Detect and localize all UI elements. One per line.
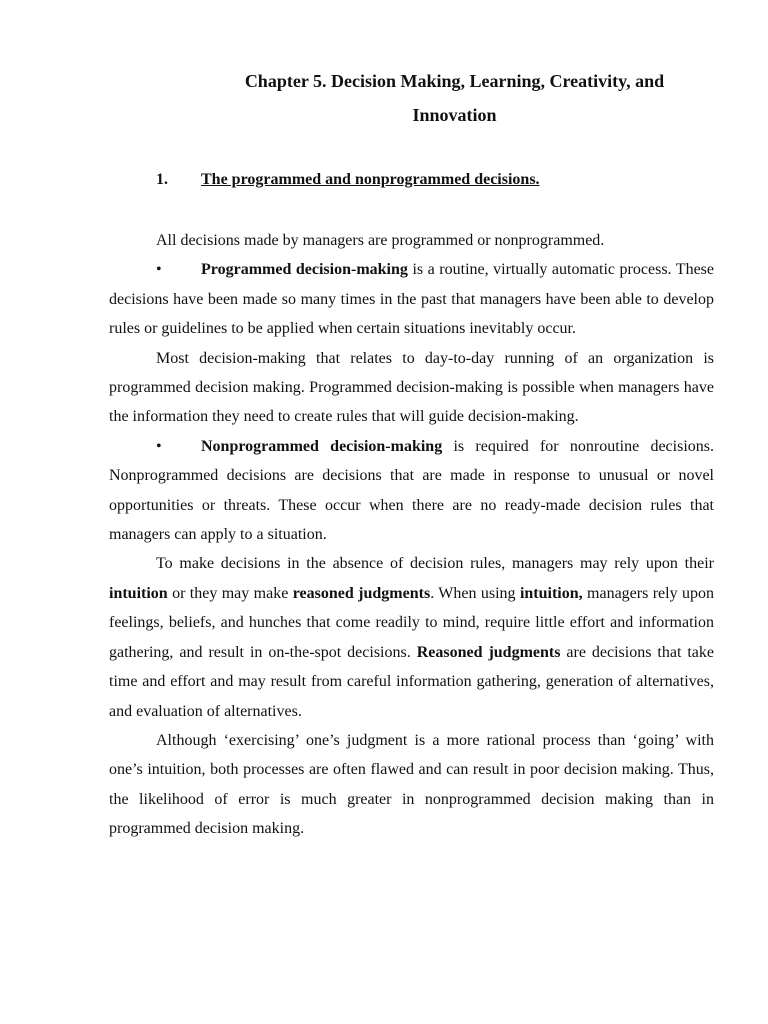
intuition-text-i: are decisions that take time and effort and may result from careful information gathering, generation of alternatives, and evaluation of alternatives. (109, 643, 715, 720)
paragraph-nonprogrammed (109, 432, 714, 550)
programmed-text: is a routine, virtually automatic process. These decisions have been made so many times in the past that managers have been able to develop rules or guidelines to be applied when certain situations inevitably occur. (109, 261, 714, 338)
term-reasoned-judgments-2: Reasoned judgments (416, 643, 561, 661)
paragraph-programmed (109, 255, 714, 343)
intuition-text-g: managers rely upon feelings, beliefs, and hunches that come readily to mind, require little effort and information gathering, and result in on-the-spot decisions. (109, 584, 715, 661)
document-page (109, 64, 714, 844)
bullet-icon: • (156, 437, 162, 455)
paragraph-intro: All decisions made by managers are programmed or nonprogrammed. (156, 232, 605, 249)
term-reasoned-judgments: reasoned judgments (292, 584, 431, 602)
term-intuition-2: intuition, (519, 584, 583, 602)
intuition-text-e: . When using (430, 584, 520, 602)
chapter-title-line-1: Chapter 5. Decision Making, Learning, Creativity, and (244, 71, 665, 91)
section-number: 1. (156, 171, 168, 188)
term-intuition: intuition (109, 584, 168, 602)
paragraph-conclusion: Although ‘exercising’ one’s judgment is a more rational process than ‘going’ with one’s intuition, both processes are often flawed and can result in poor decision making. Thus, the likelihood of error is much greater in nonprogrammed decision making than in programmed decision making. (109, 731, 714, 838)
chapter-title-line-2: Innovation (412, 105, 497, 125)
intuition-text-c: or they may make (167, 584, 293, 602)
term-nonprogrammed: Nonprogrammed decision-making (201, 437, 443, 455)
paragraph-day-to-day: Most decision-making that relates to day-to-day running of an organization is programmed decision making. Programmed decision-making is possible when managers have the information they need to create rules that will guide decision-making. (109, 349, 714, 426)
section-heading (156, 170, 714, 190)
chapter-title (195, 64, 714, 132)
term-programmed: Programmed decision-making (201, 261, 408, 279)
intuition-text-a: To make decisions in the absence of decision rules, managers may rely upon their (156, 555, 714, 573)
nonprogrammed-text: is required for nonroutine decisions. Nonprogrammed decisions are decisions that are made in response to unusual or novel opportunities or threats. These occur when there are no ready-made decision rules that managers can apply to a situation. (109, 437, 715, 544)
bullet-icon: • (156, 261, 162, 279)
paragraph-intuition (109, 549, 714, 725)
section-heading-text: The programmed and nonprogrammed decisions. (201, 171, 540, 188)
